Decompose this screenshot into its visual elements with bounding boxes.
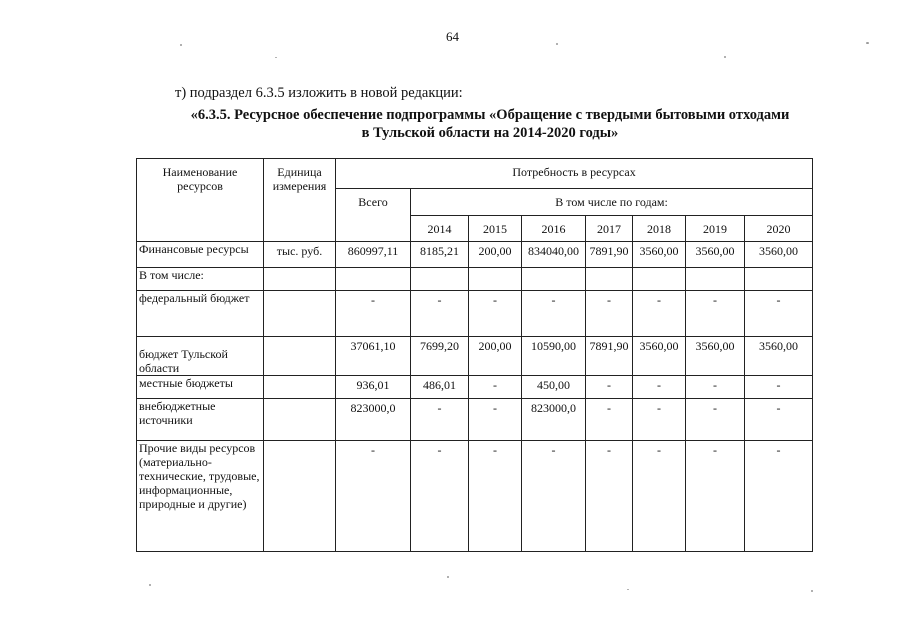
row-unit	[264, 337, 336, 376]
row-year-value: 486,01	[411, 376, 469, 399]
row-year-value: -	[633, 441, 686, 552]
row-year-value: -	[633, 399, 686, 441]
row-year-value: -	[745, 399, 813, 441]
header-year-2019: 2019	[686, 216, 745, 242]
row-resource-name: федеральный бюджет	[137, 291, 264, 337]
scan-speck	[866, 42, 869, 44]
row-year-value: 3560,00	[686, 337, 745, 376]
scan-speck	[180, 44, 182, 46]
row-unit	[264, 376, 336, 399]
table-row	[137, 291, 813, 337]
header-unit: Единица измерения	[264, 159, 336, 242]
row-year-value: -	[522, 441, 586, 552]
table-row	[137, 268, 813, 291]
table-row	[137, 376, 813, 399]
row-resource-name: внебюджетные источники	[137, 399, 264, 441]
row-year-value: -	[633, 376, 686, 399]
scan-speck	[627, 589, 629, 590]
row-year-value: -	[745, 291, 813, 337]
section-heading-line-1: «6.3.5. Ресурсное обеспечение подпрограммы «Обращение с твердыми бытовыми отходами	[190, 107, 790, 123]
header-year-2020: 2020	[745, 216, 813, 242]
row-year-value: 834040,00	[522, 242, 586, 268]
header-year-2016: 2016	[522, 216, 586, 242]
row-resource-name: Прочие виды ресурсов (материально-технические, трудовые, информационные, природные и другие)	[137, 441, 264, 552]
scan-speck	[811, 590, 813, 592]
row-year-value: -	[469, 291, 522, 337]
section-heading-line-2: в Тульской области на 2014-2020 годы»	[361, 125, 619, 141]
row-year-value: 200,00	[469, 242, 522, 268]
row-year-value: -	[469, 399, 522, 441]
header-year-2015: 2015	[469, 216, 522, 242]
scan-speck	[275, 57, 277, 58]
row-year-value: -	[411, 291, 469, 337]
row-year-value: -	[469, 441, 522, 552]
row-year-value: 7891,90	[586, 337, 633, 376]
row-year-value: 823000,0	[522, 399, 586, 441]
row-year-value: 3560,00	[745, 337, 813, 376]
header-resource-need: Потребность в ресурсах	[336, 159, 813, 189]
section-heading	[140, 106, 840, 142]
header-total: Всего	[336, 189, 411, 242]
row-year-value: -	[633, 291, 686, 337]
row-year-value: -	[586, 376, 633, 399]
scan-speck	[149, 584, 151, 586]
intro-text: т) подраздел 6.3.5 изложить в новой редакции:	[175, 85, 463, 101]
row-year-value: -	[686, 441, 745, 552]
header-year-2014: 2014	[411, 216, 469, 242]
row-year-value	[522, 268, 586, 291]
header-by-years: В том числе по годам:	[411, 189, 813, 216]
row-year-value: 7891,90	[586, 242, 633, 268]
row-resource-name: местные бюджеты	[137, 376, 264, 399]
row-year-value	[469, 268, 522, 291]
row-year-value: 10590,00	[522, 337, 586, 376]
scan-speck	[447, 576, 449, 578]
row-year-value	[633, 268, 686, 291]
row-year-value: -	[469, 376, 522, 399]
row-year-value	[745, 268, 813, 291]
row-year-value	[686, 268, 745, 291]
row-year-value: -	[411, 399, 469, 441]
row-year-value: 3560,00	[745, 242, 813, 268]
row-total: 823000,0	[336, 399, 411, 441]
row-year-value: -	[522, 291, 586, 337]
header-year-2017: 2017	[586, 216, 633, 242]
header-resource-name: Наименование ресурсов	[137, 159, 264, 242]
row-year-value: -	[586, 399, 633, 441]
row-year-value: 3560,00	[633, 242, 686, 268]
row-unit	[264, 399, 336, 441]
row-unit	[264, 441, 336, 552]
row-total	[336, 268, 411, 291]
row-unit: тыс. руб.	[264, 242, 336, 268]
row-year-value: 3560,00	[686, 242, 745, 268]
scan-speck	[724, 56, 726, 58]
row-year-value: -	[586, 291, 633, 337]
row-year-value: 450,00	[522, 376, 586, 399]
table-row	[137, 399, 813, 441]
row-year-value: -	[411, 441, 469, 552]
table-row	[137, 337, 813, 376]
row-unit	[264, 291, 336, 337]
row-year-value: -	[686, 399, 745, 441]
row-year-value: 7699,20	[411, 337, 469, 376]
row-year-value: -	[745, 441, 813, 552]
row-year-value: 200,00	[469, 337, 522, 376]
row-total: -	[336, 291, 411, 337]
table-row	[137, 242, 813, 268]
row-total: -	[336, 441, 411, 552]
row-unit	[264, 268, 336, 291]
scan-speck	[556, 43, 558, 45]
row-year-value: 3560,00	[633, 337, 686, 376]
row-total: 860997,11	[336, 242, 411, 268]
row-year-value: -	[686, 376, 745, 399]
row-total: 37061,10	[336, 337, 411, 376]
page-number: 64	[446, 29, 459, 44]
resource-table	[136, 158, 813, 552]
row-year-value: -	[745, 376, 813, 399]
header-year-2018: 2018	[633, 216, 686, 242]
row-resource-name: бюджет Тульской области	[137, 337, 264, 376]
row-year-value: 8185,21	[411, 242, 469, 268]
row-resource-name: Финансовые ресурсы	[137, 242, 264, 268]
row-resource-name: В том числе:	[137, 268, 264, 291]
row-year-value	[411, 268, 469, 291]
row-total: 936,01	[336, 376, 411, 399]
table-row	[137, 441, 813, 552]
row-year-value: -	[686, 291, 745, 337]
row-year-value: -	[586, 441, 633, 552]
row-year-value	[586, 268, 633, 291]
